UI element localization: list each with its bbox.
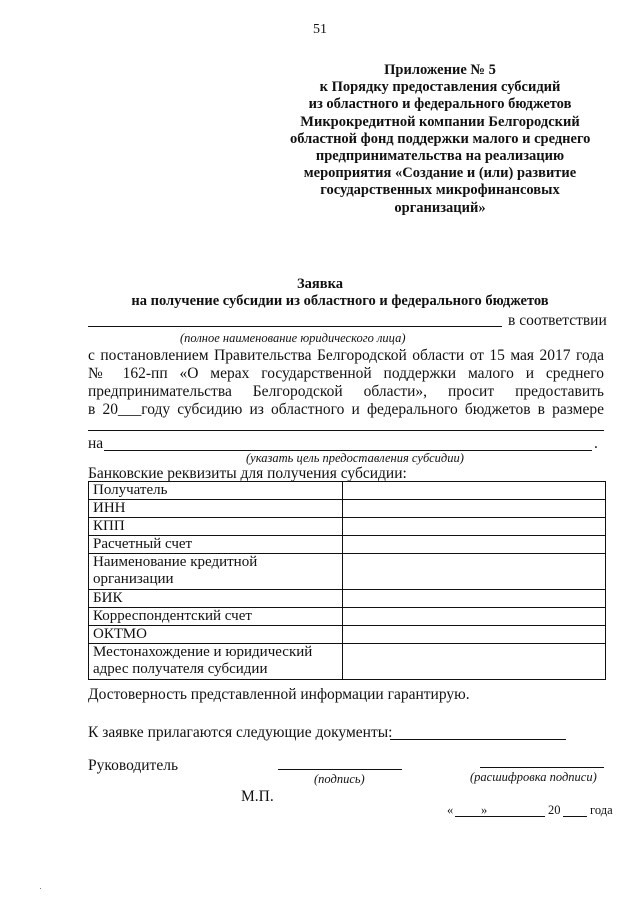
amount-line[interactable] <box>88 430 604 431</box>
row-value[interactable] <box>343 608 606 626</box>
document-subtitle: на получение субсидии из областного и федерального бюджетов <box>131 293 549 309</box>
row-value[interactable] <box>343 644 606 680</box>
row-label: ОКТМО <box>89 626 343 644</box>
table-row <box>89 482 606 500</box>
scan-speck <box>40 888 41 889</box>
appendix-line: государственных микрофинансовых <box>320 182 560 199</box>
date-month-line[interactable] <box>481 816 545 817</box>
row-label: Местонахождение и юридический адрес получателя субсидии <box>89 644 343 680</box>
row-label: Корреспондентский счет <box>89 608 343 626</box>
table-row <box>89 590 606 608</box>
signatory-role: Руководитель <box>88 757 179 774</box>
date-year-prefix: 20 <box>548 803 561 817</box>
paragraph-line-4: в 20___году субсидию из областного и федерального бюджетов в размере <box>88 401 604 418</box>
signature-decode-line[interactable] <box>480 767 604 768</box>
table-row <box>89 554 606 590</box>
row-label: Расчетный счет <box>89 536 343 554</box>
row-value[interactable] <box>343 536 606 554</box>
date-year-line[interactable] <box>563 816 587 817</box>
row-value[interactable] <box>343 626 606 644</box>
row-label: Наименование кредитной организации <box>89 554 343 590</box>
table-row <box>89 608 606 626</box>
row-value[interactable] <box>343 554 606 590</box>
appendix-line: к Порядку предоставления субсидий <box>319 79 561 96</box>
row-value[interactable] <box>343 518 606 536</box>
purpose-note: (указать цель предоставления субсидии) <box>246 451 464 465</box>
applicant-note: (полное наименование юридического лица) <box>180 331 406 345</box>
paragraph-line-1: с постановлением Правительства Белгородской области от 15 мая 2017 года <box>88 347 604 364</box>
table-row <box>89 500 606 518</box>
row-label: КПП <box>89 518 343 536</box>
row-value[interactable] <box>343 500 606 518</box>
purpose-end: . <box>594 435 598 452</box>
applicant-name-line[interactable] <box>88 326 502 327</box>
signature-line[interactable] <box>278 769 402 770</box>
appendix-line: областной фонд поддержки малого и среднего <box>290 130 591 147</box>
date-day-line[interactable] <box>455 816 481 817</box>
appendix-line: организаций» <box>394 199 486 216</box>
table-row <box>89 644 606 680</box>
appendix-line: мероприятия «Создание и (или) развитие <box>303 165 577 182</box>
table-row <box>89 626 606 644</box>
row-label: БИК <box>89 590 343 608</box>
appendix-line: предпринимательства на реализацию <box>315 148 565 165</box>
appendix-line: Микрокредитной компании Белгородский <box>300 113 580 130</box>
signature-note: (подпись) <box>314 772 365 786</box>
date-open-quote: « <box>447 803 454 817</box>
attachments-line[interactable] <box>390 739 566 740</box>
table-row <box>89 536 606 554</box>
date-close-quote: » <box>481 803 488 817</box>
page-number: 51 <box>313 22 327 37</box>
bank-details-table <box>88 481 606 680</box>
appendix-line: из областного и федерального бюджетов <box>308 96 572 113</box>
paragraph-line-3: предпринимательства Белгородской области», просит предоставить <box>88 383 604 400</box>
attachments-label: К заявке прилагаются следующие документы: <box>88 724 393 741</box>
date-suffix: года <box>590 803 613 817</box>
document-title: Заявка <box>297 276 343 292</box>
row-value[interactable] <box>343 590 606 608</box>
applicant-suffix: в соответствии <box>508 312 607 329</box>
row-label: ИНН <box>89 500 343 518</box>
signature-decode-note: (расшифровка подписи) <box>470 770 597 784</box>
table-row <box>89 518 606 536</box>
appendix-header <box>290 62 590 217</box>
purpose-prefix: на <box>88 435 104 452</box>
appendix-line: Приложение № 5 <box>384 62 496 78</box>
stamp-label: М.П. <box>241 788 274 805</box>
paragraph-line-2: № 162-пп «О мерах государственной поддержки малого и среднего <box>88 365 604 382</box>
row-value[interactable] <box>343 482 606 500</box>
bank-heading: Банковские реквизиты для получения субсидии: <box>88 465 407 482</box>
guarantee-text: Достоверность представленной информации гарантирую. <box>88 686 470 703</box>
row-label: Получатель <box>89 482 343 500</box>
